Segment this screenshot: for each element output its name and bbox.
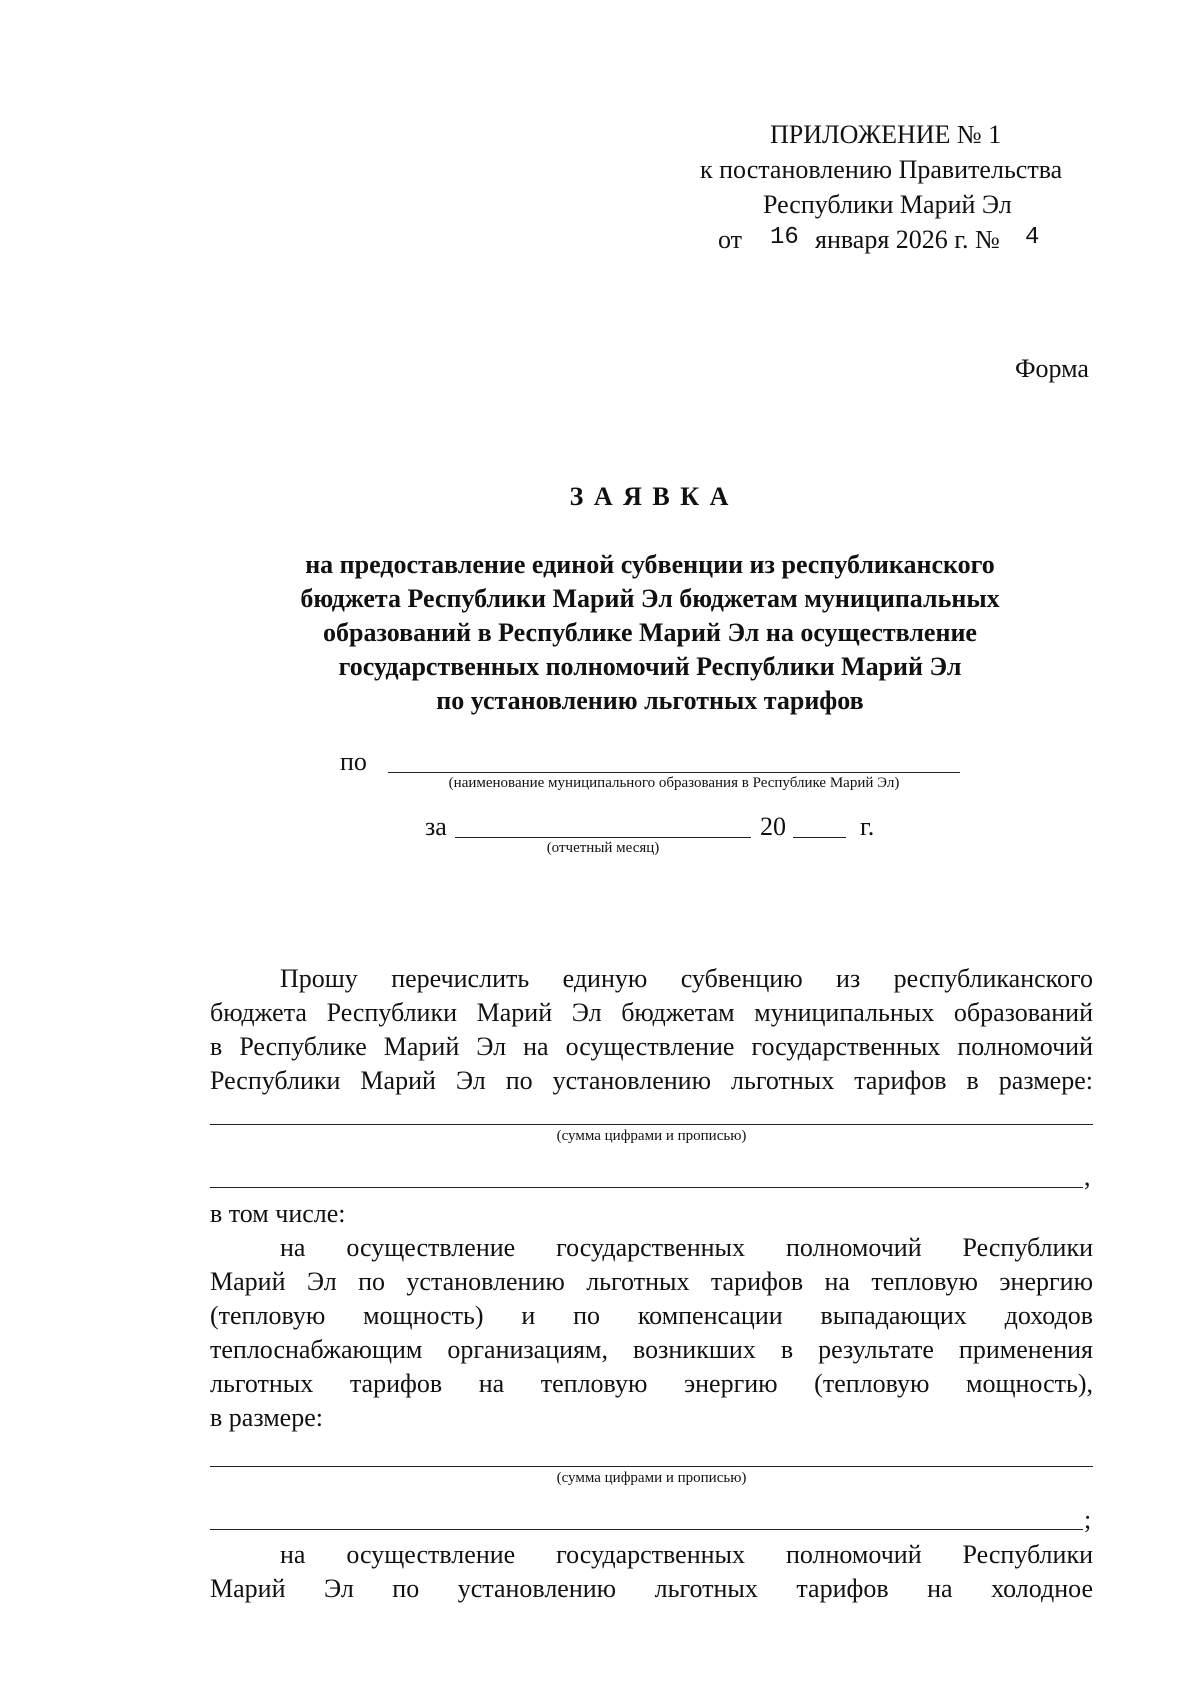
reporting-month-caption: (отчетный месяц): [546, 840, 660, 856]
total-sum-line: [210, 1124, 1093, 1125]
appendix-title: ПРИЛОЖЕНИЕ № 1: [770, 120, 1002, 149]
heat-sum-caption: (сумма цифрами и прописью): [556, 1470, 747, 1486]
subtitle-line-3: образований в Республике Марий Эл на осуществление: [323, 618, 977, 647]
para2-line-3: (тепловую мощность) и по компенсации выпадающих доходов: [210, 1301, 1093, 1330]
document-title: З А Я В К А: [569, 482, 731, 511]
para1-line-2: бюджета Республики Марий Эл бюджетам муниципальных образований: [210, 998, 1093, 1027]
heat-sum-line: [210, 1466, 1093, 1467]
appendix-line-2: к постановлению Правительства: [700, 155, 1063, 184]
total-sum-caption: (сумма цифрами и прописью): [556, 1128, 747, 1144]
para2-line-1: на осуществление государственных полномочий Республики: [280, 1233, 1093, 1262]
subtitle-line-1: на предоставление единой субвенции из республиканского: [305, 550, 995, 579]
reporting-month-line: [455, 837, 751, 838]
subtitle-line-5: по установлению льготных тарифов: [436, 686, 864, 715]
year-line: [793, 837, 846, 838]
subtitle-line-2: бюджета Республики Марий Эл бюджетам муниципальных: [300, 584, 1000, 613]
appendix-line-3: Республики Марий Эл: [763, 190, 1012, 219]
total-sum-line-2: [210, 1187, 1083, 1188]
heat-sum-semicolon: ;: [1084, 1505, 1092, 1534]
para2-line-2: Марий Эл по установлению льготных тарифов на тепловую энергию: [210, 1267, 1093, 1296]
municipality-name-line: [388, 772, 960, 773]
po-label: по: [340, 747, 367, 776]
appendix-date-rest: января 2026 г. №: [815, 225, 1000, 254]
za-label: за: [425, 812, 447, 841]
appendix-date-day: 16: [770, 224, 799, 251]
para1-line-1: Прошу перечислить единую субвенцию из республиканского: [280, 964, 1093, 993]
para3-line-2: Марий Эл по установлению льготных тарифов на холодное: [210, 1574, 1093, 1603]
year-prefix: 20: [760, 812, 786, 841]
year-suffix: г.: [860, 812, 875, 841]
para1-line-4: Республики Марий Эл по установлению льготных тарифов в размере:: [210, 1066, 1093, 1095]
form-label: Форма: [1015, 354, 1089, 383]
total-sum-comma: ,: [1084, 1162, 1091, 1191]
para3-line-1: на осуществление государственных полномочий Республики: [280, 1540, 1093, 1569]
including-label: в том числе:: [210, 1199, 346, 1228]
para2-line-5: льготных тарифов на тепловую энергию (тепловую мощность),: [210, 1369, 1093, 1398]
municipality-name-caption: (наименование муниципального образования в Республике Марий Эл): [448, 775, 900, 791]
para2-line-6: в размере:: [210, 1403, 323, 1432]
para2-line-4: теплоснабжающим организациям, возникших в результате применения: [210, 1335, 1093, 1364]
appendix-number: 4: [1025, 224, 1040, 251]
subtitle-line-4: государственных полномочий Республики Марий Эл: [338, 652, 962, 681]
para1-line-3: в Республике Марий Эл на осуществление государственных полномочий: [210, 1032, 1093, 1061]
appendix-from: от: [718, 225, 743, 254]
heat-sum-line-2: [210, 1529, 1083, 1530]
